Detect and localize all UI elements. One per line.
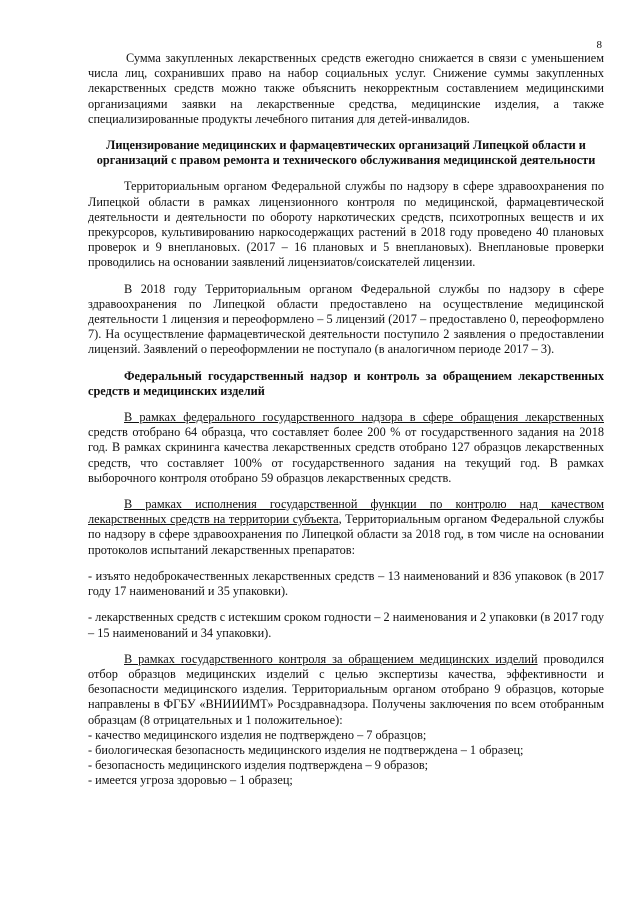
list-item: - имеется угроза здоровью – 1 образец; (88, 773, 293, 788)
page-number: 8 (596, 39, 602, 51)
list-item: - безопасность медицинского изделия подтверждена – 9 образов; (88, 758, 429, 773)
paragraph-purchase-sum: Сумма закупленных лекарственных средств ежегодно снижается в связи с уменьшением числа лиц, сохранивших право на набор социальных услуг. Снижение суммы закупленных лекарственных средств можно также объяснить некорректным составлением медицинскими организациями заявки на лекарственные средства, медицинские изделия, а также специализированные продукты лечебного питания для детей-инвалидов. (88, 51, 604, 126)
page-content (88, 51, 604, 789)
paragraph-text: , Территориальным органом Федеральной службы по надзору в сфере здравоохранения по Липецкой области за 2018 год, в том числе на основании протоколов испытаний лекарственных препаратов: (88, 512, 604, 557)
paragraph-seized-substandard: - изъято недоброкачественных лекарственных средств – 13 наименований и 836 упаковок (в 2017 году 17 наименований и 35 упаковки). (88, 568, 604, 599)
underlined-lead: В рамках федерального государственного надзора в сфере обращения лекарственных (124, 410, 604, 425)
list-item: - качество медицинского изделия не подтверждено – 7 образцов; (88, 727, 427, 742)
paragraph-expired: - лекарственных средств с истекшим сроком годности – 2 наименования и 2 упаковки (в 2017 году – 15 наименований и 34 упаковки). (88, 610, 604, 640)
paragraph-text: средств отобрано 64 образца, что составляет более 200 % от государственного задания на 2018 год. В рамках скрининга качества лекарственных средств отобрано 127 образцов лекарственных средств, что составляет 100% от государственного задания на текущий год. В рамках выборочного контроля отобрано 59 образцов лекарственных средств. (88, 425, 604, 485)
paragraph-text: проводился отбор образцов медицинских изделий с целью экспертизы качества, эффективности и безопасности медицинского изделия. Территориальным органом отобрано 9 образцов, которые направлены в ФГБУ «ВНИИИМТ» Росздравнадзора. Получены заключения по всем отобранным образцам (8 отрицательных и 1 положительное): (88, 651, 604, 727)
heading-licensing: Лицензирование медицинских и фармацевтических организаций Липецкой области и организаций с правом ремонта и технического обслуживания медицинской деятельности (96, 138, 596, 168)
paragraph-licenses-issued: В 2018 году Территориальным органом Федеральной службы по надзору в сфере здравоохранения по Липецкой области предоставлено на осуществление медицинской деятельности 1 лицензия и переоформлено – 5 лицензий (2017 – предоставлено 0, переоформлено 7). На осуществление фармацевтической деятельности поступило 2 заявления о предоставлении лицензий. Заявлений о переоформлении не поступало (в аналогичном периоде 2017 – 3). (88, 281, 604, 357)
paragraph-federal-sampling (88, 410, 604, 486)
paragraph-medical-devices (88, 652, 604, 728)
underlined-lead: В рамках исполнения государственной функции по контролю над качеством лекарственных средств на территории субъекта (88, 497, 604, 527)
paragraph-quality-control (88, 497, 604, 558)
list-item: - биологическая безопасность медицинского изделия не подтверждена – 1 образец; (88, 742, 524, 757)
heading-federal-supervision: Федеральный государственный надзор и контроль за обращением лекарственных средств и медицинских изделий (88, 368, 604, 398)
underlined-lead: В рамках государственного контроля за обращением медицинских изделий (124, 651, 538, 666)
paragraph-license-inspections: Территориальным органом Федеральной службы по надзору в сфере здравоохранения по Липецкой области в рамках лицензионного контроля по медицинской, фармацевтической деятельности и деятельности по обороту наркотических средств, психотропных веществ и их прекурсоров, культивированию наркосодержащих растений в 2018 году проведено 40 плановых проверок и 9 внеплановых. (2017 – 16 плановых и 5 внеплановых). Внеплановые проверки проводились на основании заявлений лицензиатов/соискателей лицензии. (88, 179, 604, 270)
